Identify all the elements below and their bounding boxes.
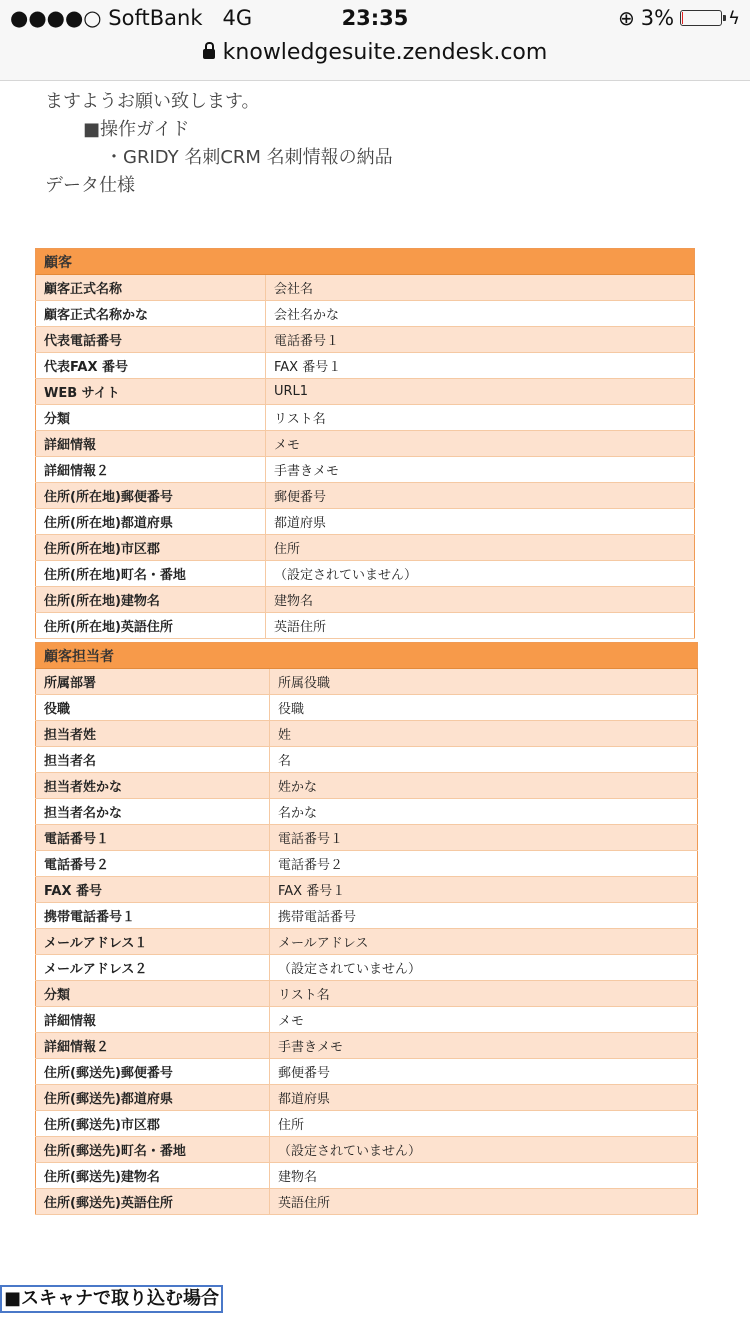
field-value: 手書きメモ (270, 1033, 698, 1059)
url-text: knowledgesuite.zendesk.com (222, 40, 548, 65)
field-value: 英語住所 (270, 1189, 698, 1215)
field-value: 役職 (270, 695, 698, 721)
table-row (36, 327, 695, 353)
table-row (36, 903, 698, 929)
field-value: 電話番号１ (266, 327, 695, 353)
table-row (36, 955, 698, 981)
table-row (36, 275, 695, 301)
field-value: （設定されていません） (270, 1137, 698, 1163)
field-value: 住所 (270, 1111, 698, 1137)
field-name: WEB サイト (36, 379, 266, 405)
field-value: 英語住所 (266, 613, 695, 639)
field-value: 電話番号２ (270, 851, 698, 877)
table-row (36, 613, 695, 639)
table-row (36, 1007, 698, 1033)
status-right (618, 6, 740, 30)
table-row (36, 1033, 698, 1059)
field-name: 詳細情報 (36, 431, 266, 457)
field-value: 携帯電話番号 (270, 903, 698, 929)
network-label: 4G (222, 6, 253, 30)
field-name: 詳細情報 (36, 1007, 270, 1033)
field-name: 住所(所在地)英語住所 (36, 613, 266, 639)
field-name: 顧客正式名称 (36, 275, 266, 301)
field-value: 手書きメモ (266, 457, 695, 483)
table-row (36, 561, 695, 587)
table-row (36, 669, 698, 695)
rotation-lock-icon: ⊕ (618, 6, 635, 30)
table-row (36, 721, 698, 747)
field-value: リスト名 (266, 405, 695, 431)
intro-line-1: ますようお願い致します。 (45, 91, 260, 112)
field-name: 担当者名 (36, 747, 270, 773)
customer-table (35, 248, 695, 639)
field-value: （設定されていません） (270, 955, 698, 981)
field-name: 顧客正式名称かな (36, 301, 266, 327)
field-name: 住所(所在地)建物名 (36, 587, 266, 613)
battery-percent: 3% (640, 6, 675, 30)
table-row (36, 1111, 698, 1137)
field-name: 住所(郵送先)都道府県 (36, 1085, 270, 1111)
intro-line-4: データ仕様 (45, 175, 135, 196)
address-bar[interactable] (0, 40, 750, 65)
field-name: 住所(郵送先)英語住所 (36, 1189, 270, 1215)
field-name: 住所(郵送先)建物名 (36, 1163, 270, 1189)
field-name: 住所(所在地)町名・番地 (36, 561, 266, 587)
field-value: 名 (270, 747, 698, 773)
field-value: リスト名 (270, 981, 698, 1007)
field-name: 所属部署 (36, 669, 270, 695)
field-value: 都道府県 (266, 509, 695, 535)
table-row (36, 877, 698, 903)
field-name: 詳細情報２ (36, 1033, 270, 1059)
field-name: メールアドレス２ (36, 955, 270, 981)
field-name: 住所(郵送先)郵便番号 (36, 1059, 270, 1085)
field-name: 代表FAX 番号 (36, 353, 266, 379)
field-value: 郵便番号 (270, 1059, 698, 1085)
field-value: URL1 (266, 379, 695, 405)
table-row (36, 353, 695, 379)
field-name: 分類 (36, 405, 266, 431)
clock: 23:35 (341, 6, 409, 30)
field-value: 姓 (270, 721, 698, 747)
customer-table-header: 顧客 (36, 249, 695, 275)
field-name: 住所(所在地)郵便番号 (36, 483, 266, 509)
field-value: FAX 番号１ (270, 877, 698, 903)
field-name: 携帯電話番号１ (36, 903, 270, 929)
field-name: 住所(所在地)都道府県 (36, 509, 266, 535)
operation-guide-heading: ■操作ガイド (83, 119, 190, 140)
field-value: 会社名 (266, 275, 695, 301)
field-value: 名かな (270, 799, 698, 825)
intro-text (45, 88, 393, 200)
field-name: 担当者名かな (36, 799, 270, 825)
contact-table (35, 642, 698, 1215)
field-value: 住所 (266, 535, 695, 561)
table-row (36, 535, 695, 561)
field-value: 建物名 (266, 587, 695, 613)
field-value: 会社名かな (266, 301, 695, 327)
table-row (36, 1189, 698, 1215)
guide-link[interactable]: ・GRIDY 名刺CRM 名刺情報の納品 (105, 147, 393, 168)
table-row (36, 587, 695, 613)
field-value: 都道府県 (270, 1085, 698, 1111)
field-value: メモ (266, 431, 695, 457)
field-name: メールアドレス１ (36, 929, 270, 955)
field-name: 電話番号２ (36, 851, 270, 877)
field-value: 郵便番号 (266, 483, 695, 509)
table-row (36, 1163, 698, 1189)
table-row (36, 301, 695, 327)
table-row (36, 695, 698, 721)
field-name: 詳細情報２ (36, 457, 266, 483)
table-row (36, 981, 698, 1007)
field-name: FAX 番号 (36, 877, 270, 903)
field-name: 住所(郵送先)市区郡 (36, 1111, 270, 1137)
table-row (36, 825, 698, 851)
table-row (36, 1059, 698, 1085)
field-value: メモ (270, 1007, 698, 1033)
field-value: （設定されていません） (266, 561, 695, 587)
table-row (36, 405, 695, 431)
field-name: 担当者姓かな (36, 773, 270, 799)
field-value: 電話番号１ (270, 825, 698, 851)
scanner-section-link[interactable]: ■スキャナで取り込む場合 (0, 1285, 223, 1313)
field-value: 姓かな (270, 773, 698, 799)
contact-table-header: 顧客担当者 (36, 643, 698, 669)
field-value: メールアドレス (270, 929, 698, 955)
field-name: 代表電話番号 (36, 327, 266, 353)
table-row (36, 1137, 698, 1163)
table-row (36, 747, 698, 773)
table-row (36, 773, 698, 799)
table-row (36, 1085, 698, 1111)
table-row (36, 509, 695, 535)
field-name: 役職 (36, 695, 270, 721)
field-value: 建物名 (270, 1163, 698, 1189)
table-row (36, 457, 695, 483)
field-name: 住所(所在地)市区郡 (36, 535, 266, 561)
table-row (36, 483, 695, 509)
field-name: 電話番号１ (36, 825, 270, 851)
field-value: 所属役職 (270, 669, 698, 695)
table-row (36, 929, 698, 955)
carrier-label: ●●●●○ SoftBank (10, 6, 203, 30)
field-name: 住所(郵送先)町名・番地 (36, 1137, 270, 1163)
status-bar (0, 0, 750, 81)
table-row (36, 379, 695, 405)
table-row (36, 431, 695, 457)
field-name: 担当者姓 (36, 721, 270, 747)
charging-icon: ϟ (728, 7, 740, 29)
table-row (36, 799, 698, 825)
field-value: FAX 番号１ (266, 353, 695, 379)
battery-icon (680, 10, 722, 26)
field-name: 分類 (36, 981, 270, 1007)
table-row (36, 851, 698, 877)
lock-icon (203, 49, 215, 59)
